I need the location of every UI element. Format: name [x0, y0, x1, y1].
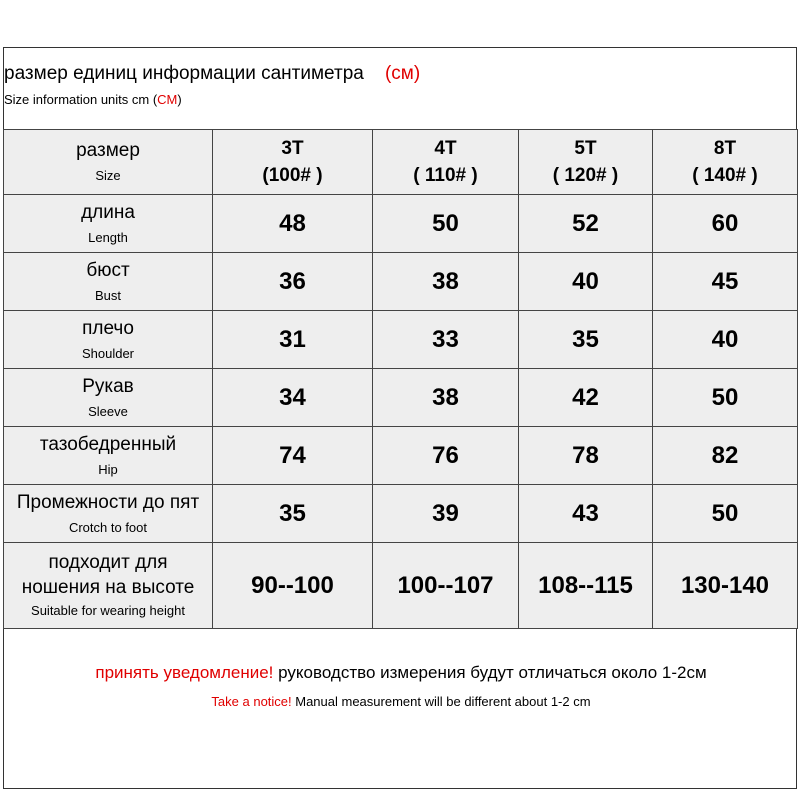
size-code: ( 140# ): [692, 165, 758, 186]
value-cell: 36: [213, 253, 373, 311]
value-cell: 40: [519, 253, 653, 311]
title-ru-text: размер единиц информации сантиметра: [4, 63, 364, 84]
notice-en-text: Manual measurement will be different about 1-2 cm: [291, 694, 591, 709]
size-header-cell: [213, 130, 373, 195]
chart-header: [4, 62, 784, 110]
value-cell: 50: [653, 369, 798, 427]
value-cell: 38: [373, 369, 519, 427]
label-en: Crotch to foot: [68, 519, 148, 535]
table-header-row: [4, 130, 798, 195]
value-cell: 39: [373, 485, 519, 543]
row-label-cell: [4, 369, 213, 427]
notice-english: [4, 692, 798, 712]
table-row-crotch-to-foot: [4, 485, 798, 543]
value-cell: 90--100: [213, 543, 373, 629]
value-cell: 31: [213, 311, 373, 369]
notice-ru-text: руководство измерения будут отличаться около 1-2см: [273, 663, 707, 682]
row-label-cell: [4, 427, 213, 485]
table-row-sleeve: [4, 369, 798, 427]
title-english: [4, 90, 784, 110]
row-label-cell: [4, 253, 213, 311]
value-cell: 33: [373, 311, 519, 369]
value-cell: 40: [653, 311, 798, 369]
label-en: Size: [95, 168, 121, 183]
row-label-cell: [4, 485, 213, 543]
size-code: ( 110# ): [413, 165, 478, 186]
label-ru: длина: [81, 201, 135, 223]
label-en: Shoulder: [81, 345, 135, 361]
label-ru-line-2: ношения на высоте: [21, 577, 195, 598]
value-cell: 50: [373, 195, 519, 253]
title-en-close: ): [177, 92, 182, 107]
label-en: Hip: [98, 461, 118, 477]
label-ru-line-1: подходит для: [48, 552, 168, 573]
table-row-bust: [4, 253, 798, 311]
value-cell: 34: [213, 369, 373, 427]
value-cell: 48: [213, 195, 373, 253]
label-ru: размер: [76, 140, 140, 161]
value-cell: 35: [519, 311, 653, 369]
value-cell: 78: [519, 427, 653, 485]
unit-ru: (см): [384, 63, 421, 84]
unit-en: CM: [157, 92, 178, 107]
title-en-text: Size information units cm (: [4, 92, 158, 107]
value-cell: 74: [213, 427, 373, 485]
table-row-wearing-height: [4, 543, 798, 629]
value-cell: 100--107: [373, 543, 519, 629]
title-russian: [4, 62, 784, 86]
label-ru: бюст: [86, 259, 130, 281]
label-ru: тазобедренный: [39, 433, 177, 455]
label-ru: плечо: [82, 317, 134, 339]
value-cell: 38: [373, 253, 519, 311]
value-cell: 45: [653, 253, 798, 311]
table-row-hip: [4, 427, 798, 485]
value-cell: 35: [213, 485, 373, 543]
value-cell: 108--115: [519, 543, 653, 629]
row-label-cell: [4, 543, 213, 629]
notice-ru-alert: принять уведомление!: [95, 663, 274, 682]
size-code: ( 120# ): [552, 165, 619, 186]
value-cell: 130-140: [653, 543, 798, 629]
size-name: 4T: [434, 138, 457, 159]
size-header-cell: [373, 130, 519, 195]
size-header-cell: [519, 130, 653, 195]
measurement-notice: [4, 660, 798, 712]
value-cell: 52: [519, 195, 653, 253]
value-cell: 76: [373, 427, 519, 485]
value-cell: 43: [519, 485, 653, 543]
row-label-cell: [4, 195, 213, 253]
size-header-cell: [653, 130, 798, 195]
label-en: Bust: [94, 287, 121, 303]
value-cell: 60: [653, 195, 798, 253]
notice-russian: [4, 660, 798, 686]
row-label-cell: [4, 311, 213, 369]
value-cell: 42: [519, 369, 653, 427]
value-cell: 82: [653, 427, 798, 485]
size-code: (100# ): [262, 165, 323, 186]
table-row-length: [4, 195, 798, 253]
label-en: Suitable for wearing height: [31, 603, 185, 618]
value-cell: 50: [653, 485, 798, 543]
label-en: Sleeve: [88, 403, 128, 419]
size-name: 5T: [574, 138, 597, 159]
notice-en-alert: Take a notice!: [211, 694, 292, 709]
size-label-cell: [4, 130, 213, 195]
label-en: Length: [88, 229, 128, 245]
label-ru: Рукав: [82, 375, 134, 397]
label-ru: Промежности до пят: [16, 491, 200, 513]
table-row-shoulder: [4, 311, 798, 369]
size-name: 8T: [713, 138, 737, 159]
size-name: 3T: [281, 138, 304, 159]
size-table: [3, 129, 798, 629]
